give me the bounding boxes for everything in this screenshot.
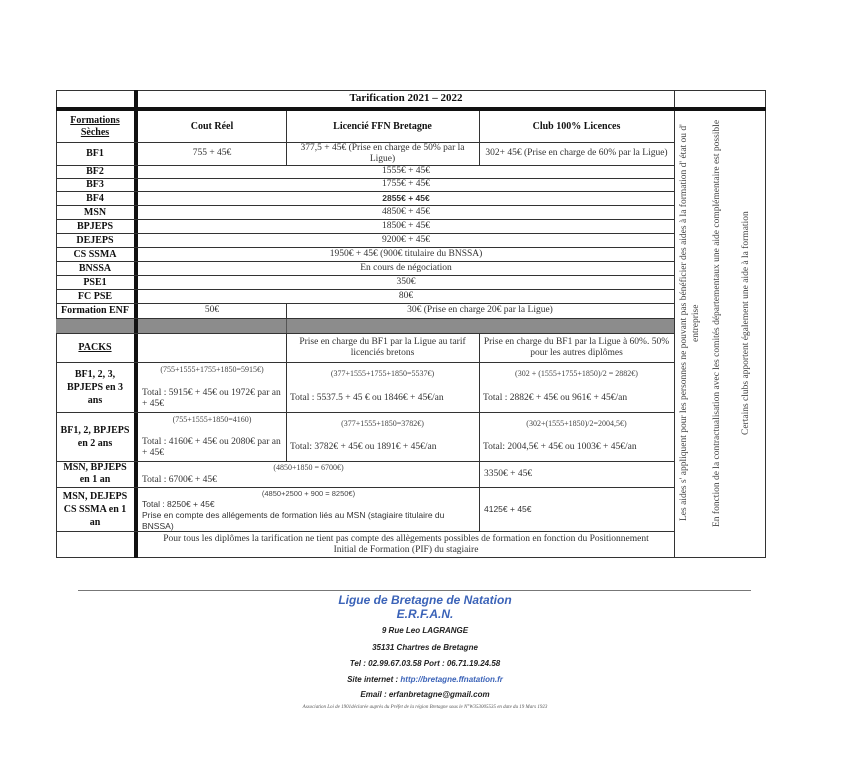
pack1-cout-reel — [138, 362, 286, 412]
enf-other: 30€ (Prise en charge 20€ par la Ligue) — [407, 305, 553, 315]
dejeps-value: 9200€ + 45€ — [381, 234, 431, 245]
pack4-formula: (4850+2500 + 900 = 8250€) — [261, 489, 356, 498]
pack2-lic-formula: (377+1555+1850=3782€) — [341, 419, 424, 428]
row-label-bf2: BF2 — [86, 166, 104, 177]
pack1-lic-formula: (377+1555+1755+1850=5537€) — [330, 369, 435, 378]
fc-pse-value: 80€ — [398, 290, 414, 301]
col-header-cout-reel: Cout Réel — [190, 121, 234, 132]
row-label-pse1: PSE1 — [83, 276, 107, 288]
side-note-aides: Les aides s' appliquent pour les personnes ne pouvant pas bénéficier des aides à la formation d' état ou d' entreprise — [679, 124, 701, 522]
row-label-bf1: BF1 — [86, 148, 104, 159]
bf1-cout-reel: 755 + 45€ — [192, 148, 232, 158]
cs-ssma-value: 1950€ + 45€ (900€ titulaire du BNSSA) — [329, 248, 483, 259]
pack4-club: 4125€ + 45€ — [484, 503, 532, 514]
footer-city: 35131 Chartres de Bretagne — [372, 643, 478, 652]
pack1-cout-total: Total : 5915€ + 45€ ou 1972€ par an + 45€ — [142, 388, 281, 409]
pack1-club-total: Total : 2882€ + 45€ ou 961€ + 45€/an — [483, 393, 628, 403]
pack3-combined — [138, 461, 479, 487]
pack3-formula: (4850+1850 = 6700€) — [273, 463, 344, 472]
pack1-label: BF1, 2, 3, BPJEPS en 3 ans — [66, 368, 124, 406]
pack2-licencie — [286, 412, 479, 461]
row-label-bf3: BF3 — [86, 179, 104, 190]
side-note-clubs: Certains clubs apportent également une aide à la formation — [741, 211, 751, 435]
col-header-licencie: Licencié FFN Bretagne — [333, 121, 432, 132]
bnssa-value: En cours de négociation — [360, 262, 452, 273]
row-label-formation-enf: Formation ENF — [60, 305, 130, 316]
table-title: Tarification 2021 – 2022 — [349, 92, 463, 104]
pack2-club — [479, 412, 674, 461]
pack4-label: MSN, DEJEPS CS SSMA en 1 an — [62, 490, 128, 528]
footer-site — [0, 675, 850, 684]
bpjeps-value: 1850€ + 45€ — [381, 220, 431, 231]
bf4-value: 2855€ + 45€ — [382, 192, 430, 203]
pack1-licencie — [286, 362, 479, 412]
row-label-fc-pse: FC PSE — [77, 290, 113, 302]
bf1-licencie: 377,5 + 45€ (Prise en charge de 50% par la Ligue) — [300, 142, 465, 164]
row-label-bf4: BF4 — [86, 192, 104, 204]
bf1-club: 302+ 45€ (Prise en charge de 60% par la Ligue) — [485, 148, 668, 158]
row-label-dejeps: DEJEPS — [76, 234, 114, 246]
row-label-bnssa: BNSSA — [78, 262, 112, 274]
pack2-club-total: Total: 2004,5€ + 45€ ou 1003€ + 45€/an — [483, 442, 637, 452]
pack2-cout-total: Total : 4160€ + 45€ ou 2080€ par an + 45€ — [142, 437, 281, 458]
footer-site-label: Site internet : — [347, 675, 401, 684]
packs-header-licencie: Prise en charge du BF1 par la Ligue au tarif licenciés bretons — [299, 336, 466, 358]
pack1-cout-formula: (755+1555+1755+1850=5915€) — [160, 365, 264, 374]
footer-email: Email : erfanbretagne@gmail.com — [360, 690, 490, 699]
footer-address: 9 Rue Leo LAGRANGE — [381, 626, 469, 635]
packs-footnote: Pour tous les diplômes la tarification ne tient pas compte des allègements possibles de formation en fonction du Positionnement Initial de Formation (PIF) du stagiaire — [163, 533, 649, 555]
pack3-club: 3350€ + 45€ — [484, 468, 533, 479]
pack1-lic-total: Total : 5537.5 + 45 € ou 1846€ + 45€/an — [290, 393, 444, 403]
pack2-label: BF1, 2, BPJEPS en 2 ans — [60, 424, 130, 449]
pack2-cout-formula: (755+1555+1850=4160) — [172, 415, 252, 424]
footer-rule — [78, 590, 751, 591]
enf-cout-reel: 50€ — [204, 305, 220, 315]
pack3-label: MSN, BPJEPS en 1 an — [63, 462, 127, 485]
pack4-note: Prise en compte des allégements de formation liés au MSN (stagiaire titulaire du BNSSA) — [142, 510, 445, 531]
col-header-formations: Formations Sèches — [70, 114, 120, 138]
footer-phone: Tel : 02.99.67.03.58 Port : 06.71.19.24.58 — [349, 659, 501, 668]
footer-org-name: Ligue de Bretagne de Natation — [338, 593, 512, 607]
row-label-msn: MSN — [83, 206, 107, 218]
tarification-table — [56, 90, 766, 558]
footer-legal: Association Loi de 1901déclarée auprès du Préfet de la région Bretagne sous le N°W353005535 en date du 19 Mars 1923 — [302, 705, 548, 710]
row-label-cs-ssma: CS SSMA — [73, 248, 117, 260]
footer-erfan: E.R.F.A.N. — [396, 607, 454, 621]
pack4-total: Total : 8250€ + 45€ — [142, 499, 215, 509]
bf3-value: 1755€ + 45€ — [381, 179, 431, 189]
pack2-club-formula: (302+(1555+1850)/2=2004,5€) — [526, 419, 627, 428]
footer-site-link[interactable]: http://bretagne.ffnatation.fr — [400, 675, 503, 684]
section-separator-band — [56, 319, 674, 333]
pack1-club-formula: (302 + (1555+1755+1850)/2 = 2882€) — [515, 369, 638, 378]
pack1-club — [479, 362, 674, 412]
side-note-contractualisation: En fonction de la contractualisation avec les comités départementaux une aide complémentaire est possible — [712, 119, 722, 527]
row-label-bpjeps: BPJEPS — [76, 220, 114, 232]
pack2-lic-total: Total: 3782€ + 45€ ou 1891€ + 45€/an — [290, 442, 437, 452]
bf2-value: 1555€ + 45€ — [381, 166, 431, 176]
pack3-total: Total : 6700€ + 45€ — [142, 475, 217, 485]
col-header-club: Club 100% Licences — [532, 121, 621, 132]
pack4-combined — [138, 487, 479, 531]
pack2-cout-reel — [138, 412, 286, 461]
msn-value: 4850€ + 45€ — [381, 206, 431, 217]
pse1-value: 350€ — [396, 276, 416, 287]
packs-label: PACKS — [78, 342, 112, 353]
packs-header-club: Prise en charge du BF1 par la Ligue à 60%. 50% pour les autres diplômes — [483, 336, 670, 358]
